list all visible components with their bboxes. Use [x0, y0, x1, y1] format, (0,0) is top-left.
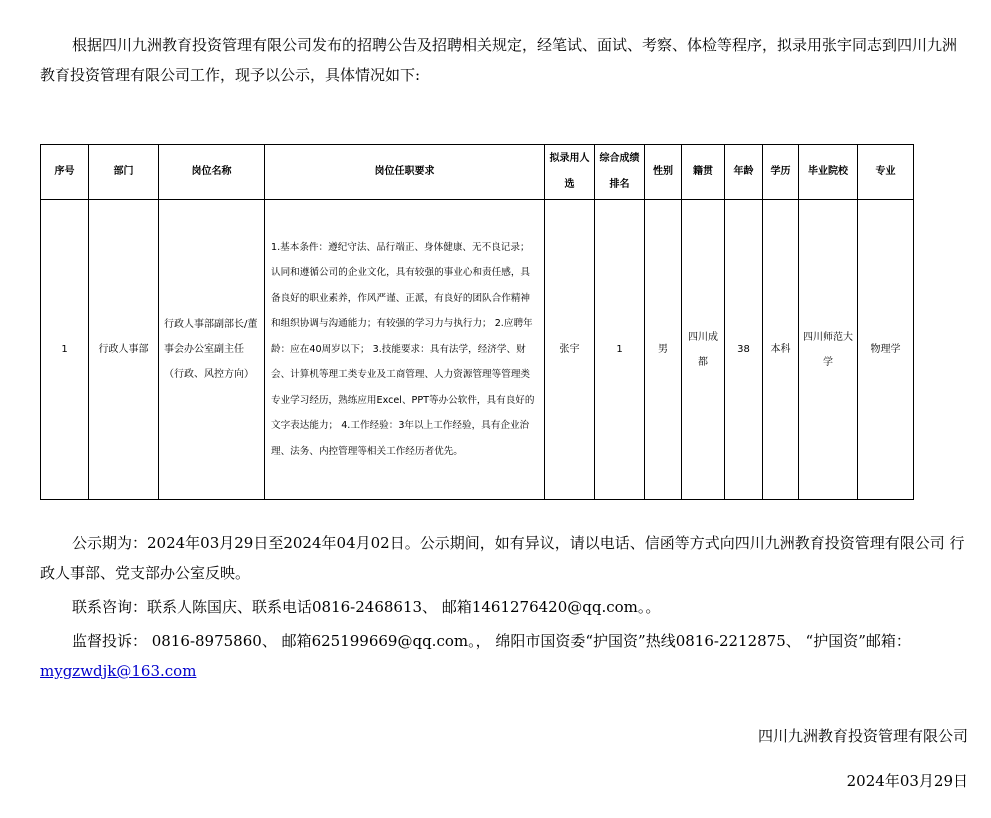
notice-contact: 联系咨询：联系人陈国庆、联系电话0816-2468613、 邮箱1461276420@qq.com。。 [72, 598, 661, 616]
cell-gender: 男 [645, 200, 682, 500]
cell-rank: 1 [595, 200, 645, 500]
header-requirements: 岗位任职要求 [265, 145, 545, 200]
table-header-row [41, 145, 914, 200]
cell-age: 38 [725, 200, 763, 500]
header-education: 学历 [763, 145, 799, 200]
table-row [41, 200, 914, 500]
cell-education: 本科 [763, 200, 799, 500]
notice-period: 公示期为：2024年03月29日至2024年04月02日。公示期间，如有异议，请以电话、信函等方式向四川九洲教育投资管理有限公司 行政人事部、党支部办公室反映。 [40, 534, 965, 582]
header-index: 序号 [41, 145, 89, 200]
cell-candidate: 张宇 [545, 200, 595, 500]
signature-company: 四川九洲教育投资管理有限公司 [757, 727, 968, 745]
intro-paragraph: 根据四川九洲教育投资管理有限公司发布的招聘公告及招聘相关规定，经笔试、面试、考察、体检等程序，拟录用张宇同志到四川九洲教育投资管理有限公司工作，现予以公示，具体情况如下: [40, 36, 958, 84]
cell-position: 行政人事部副部长/董事会办公室副主任（行政、风控方向） [159, 200, 265, 500]
cell-index: 1 [41, 200, 89, 500]
header-candidate: 拟录用人选 [545, 145, 595, 200]
header-department: 部门 [89, 145, 159, 200]
header-position: 岗位名称 [159, 145, 265, 200]
cell-origin: 四川成都 [682, 200, 725, 500]
notice-complaint-text: 监督投诉： 0816-8975860、 邮箱625199669@qq.com。， 绵阳市国资委“护国资”热线0816-2212875、 “护国资”邮箱： [72, 632, 911, 650]
notice-complaint [40, 626, 968, 686]
header-gender: 性别 [645, 145, 682, 200]
header-origin: 籍贯 [682, 145, 725, 200]
cell-school: 四川师范大学 [799, 200, 858, 500]
header-rank: 综合成绩排名 [595, 145, 645, 200]
recruitment-table [40, 144, 914, 500]
complaint-email-link[interactable]: mygzwdjk@163.com [40, 662, 197, 680]
header-school: 毕业院校 [799, 145, 858, 200]
signature-date: 2024年03月29日 [846, 772, 968, 790]
header-major: 专业 [858, 145, 914, 200]
cell-requirements: 1.基本条件：遵纪守法、品行端正、身体健康、无不良记录；认同和遵循公司的企业文化，具有较强的事业心和责任感，具备良好的职业素养，作风严谨、正派，有良好的团队合作精神和组织协调与沟通能力；有较强的学习力与执行力； 2.应聘年龄：应在40周岁以下； 3.技能要求：具有法学，经济学、财会、计算机等理工类专业及工商管理、人力资源管理等管理类专业学习经历，熟练应用Excel、PPT等办公软件，具有良好的文字表达能力； 4.工作经验：3年以上工作经验，具有企业治理、法务、内控管理等相关工作经历者优先。 [265, 200, 545, 500]
cell-department: 行政人事部 [89, 200, 159, 500]
header-age: 年龄 [725, 145, 763, 200]
cell-major: 物理学 [858, 200, 914, 500]
